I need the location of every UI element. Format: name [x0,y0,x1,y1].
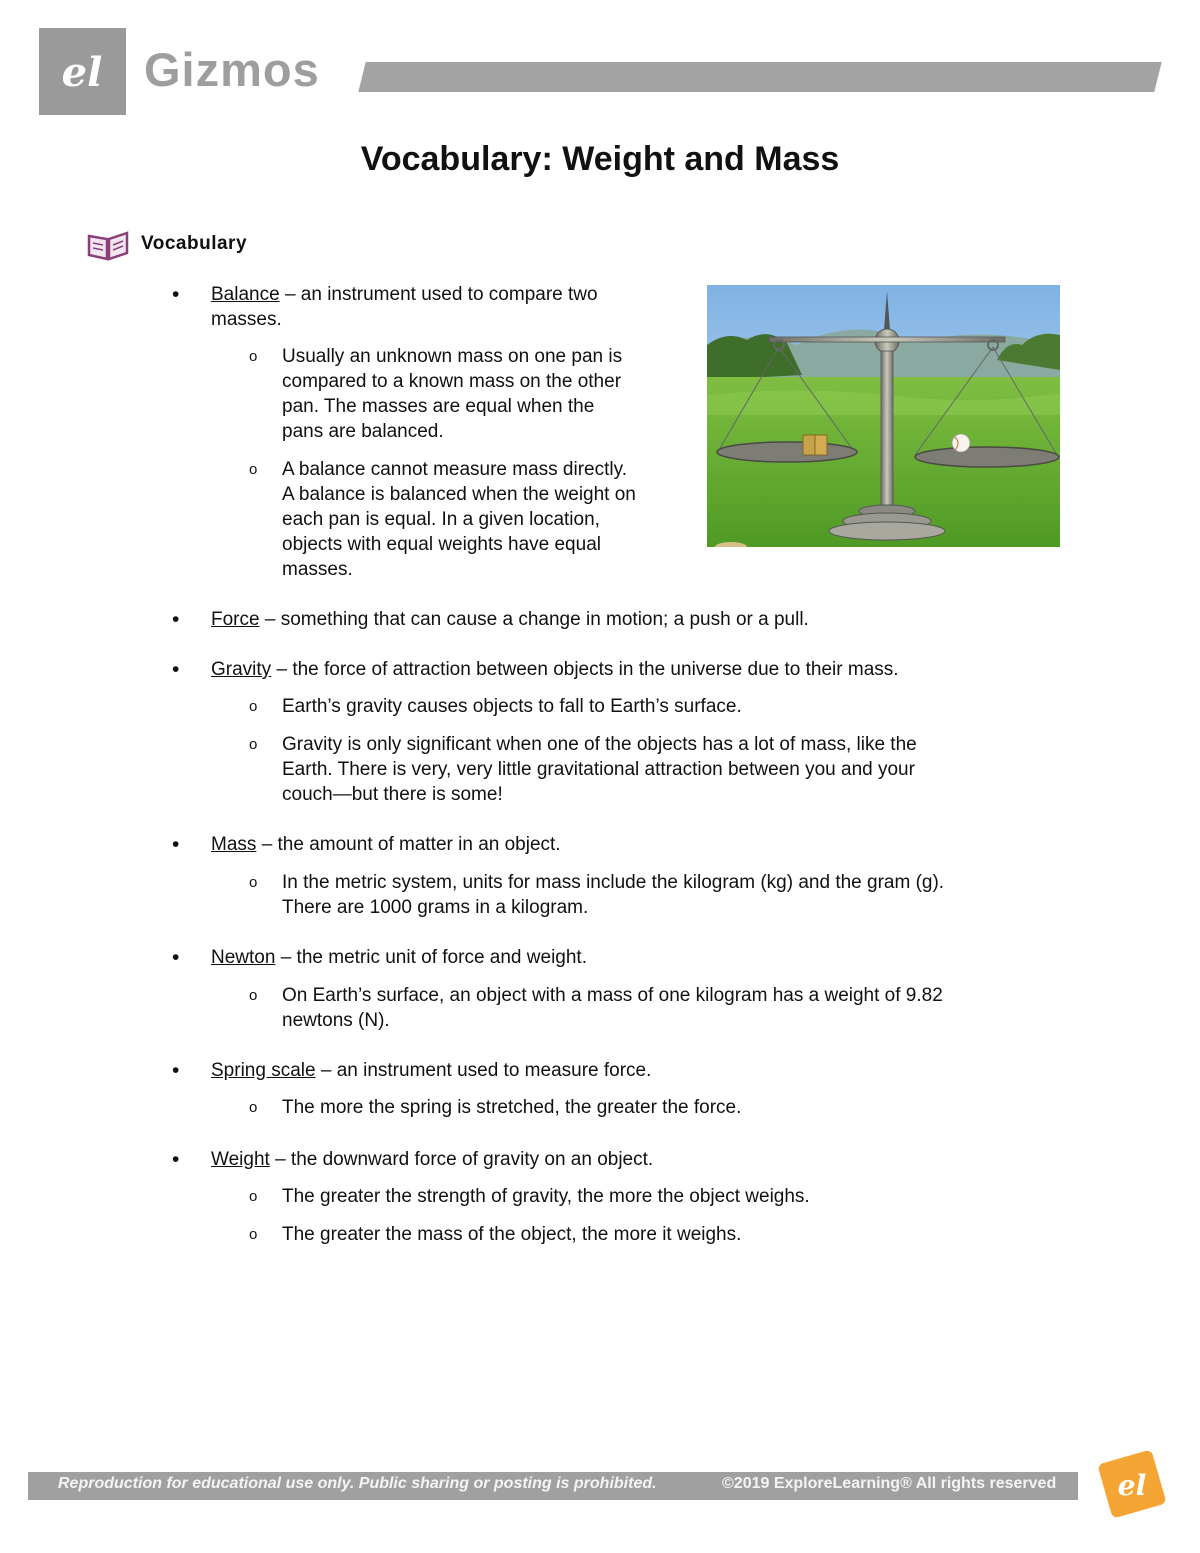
footer-copyright: ©2019 ExploreLearning® All rights reserved [722,1475,1057,1492]
sub-point [282,457,636,582]
sub-point-line: couch—but there is some! [282,784,503,805]
sub-bullet-marker: o [249,736,258,753]
vocab-definition-line: – the force of attraction between objects in the universe due to their mass. [276,659,899,680]
vocab-entry-mass [211,832,561,857]
open-book-icon [86,228,130,267]
sub-point-line: On Earth’s surface, an object with a mass of one kilogram has a weight of 9.82 [282,985,943,1006]
sub-point [282,732,917,807]
sub-point-line: objects with equal weights have equal [282,534,601,555]
vocab-entry-spring-scale [211,1058,651,1083]
bullet-marker: • [172,1148,180,1171]
sub-bullet-marker: o [249,1188,258,1205]
vocab-definition-line: – the amount of matter in an object. [261,834,561,855]
vocab-entry-newton [211,945,587,970]
page-title: Vocabulary: Weight and Mass [360,140,840,178]
sub-point [282,1222,741,1247]
sub-point-line: pans are balanced. [282,421,444,442]
vocab-definition-line: masses. [211,309,282,330]
sub-point-line: A balance cannot measure mass directly. [282,459,627,480]
vocab-entry-balance [211,282,598,332]
balance-scale-illustration [707,285,1060,552]
sub-point-line: Usually an unknown mass on one pan is [282,346,623,367]
sub-point-line: masses. [282,559,353,580]
vocab-definition-line: – the metric unit of force and weight. [280,947,587,968]
sub-point-line: In the metric system, units for mass include the kilogram (kg) and the gram (g). [282,872,945,893]
vocab-definition-line: – something that can cause a change in motion; a push or a pull. [264,609,809,630]
sub-bullet-marker: o [249,874,258,891]
section-heading: Vocabulary [141,233,248,254]
vocab-term: Mass [211,834,257,855]
bullet-marker: • [172,946,180,969]
sub-point-line: each pan is equal. In a given location, [282,509,600,530]
vocab-term: Gravity [211,659,272,680]
vocab-entry-weight [211,1147,653,1172]
brand-name: Gizmos [144,43,320,96]
sub-point-line: The more the spring is stretched, the greater the force. [282,1097,742,1118]
vocab-definition-line: – the downward force of gravity on an object. [275,1149,654,1170]
sub-point-line: A balance is balanced when the weight on [282,484,636,505]
sub-point-line: pan. The masses are equal when the [282,396,595,417]
vocab-term: Force [211,609,260,630]
sub-point [282,344,622,444]
sub-point [282,983,943,1033]
vocab-term: Newton [211,947,276,968]
sub-point-line: The greater the mass of the object, the more it weighs. [282,1224,742,1245]
vocab-entry-gravity [211,657,899,682]
sub-point-line: Gravity is only significant when one of the objects has a lot of mass, like the [282,734,917,755]
bullet-marker: • [172,608,180,631]
sub-point-line: newtons (N). [282,1010,390,1031]
sub-point-line: Earth’s gravity causes objects to fall to Earth’s surface. [282,696,742,717]
bullet-marker: • [172,283,180,306]
sub-bullet-marker: o [249,348,258,365]
sub-bullet-marker: o [249,1226,258,1243]
sub-point [282,1095,741,1120]
vocab-definition-line: – an instrument used to measure force. [320,1060,652,1081]
sub-bullet-marker: o [249,1099,258,1116]
vocab-entry-force [211,607,809,632]
sub-point [282,1184,810,1209]
footer-notice: Reproduction for educational use only. Public sharing or posting is prohibited. [58,1475,657,1492]
sub-point-line: There are 1000 grams in a kilogram. [282,897,589,918]
vocab-term: Weight [211,1149,270,1170]
bullet-marker: • [172,658,180,681]
footer-logo-mark: el [1117,1469,1147,1502]
bullet-marker: • [172,1059,180,1082]
vocab-term: Spring scale [211,1060,316,1081]
sub-point-line: Earth. There is very, very little gravitational attraction between you and your [282,759,915,780]
gizmos-logo-mark: el [61,49,103,96]
explorelearning-logo-icon [1096,1448,1168,1525]
sub-bullet-marker: o [249,698,258,715]
vocab-definition-line: – an instrument used to compare two [284,284,598,305]
sub-bullet-marker: o [249,987,258,1004]
bullet-marker: • [172,833,180,856]
sub-bullet-marker: o [249,461,258,478]
sub-point-line: The greater the strength of gravity, the more the object weighs. [282,1186,810,1207]
gizmos-logo-icon [39,28,126,115]
sub-point-line: compared to a known mass on the other [282,371,622,392]
sub-point [282,694,742,719]
vocab-term: Balance [211,284,280,305]
header-bar [358,62,1161,92]
sub-point [282,870,944,920]
